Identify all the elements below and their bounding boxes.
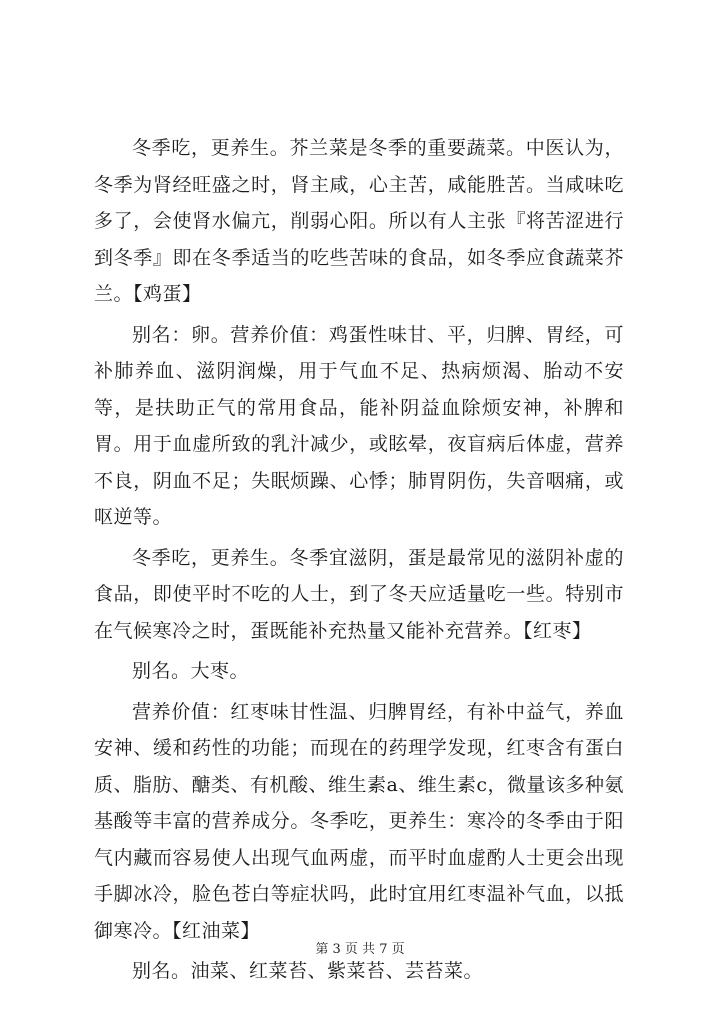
page-number-footer: 第 3 页 共 7 页 <box>315 942 405 957</box>
paragraph-red-rapeseed-alias: 别名。油菜、红菜苔、紫菜苔、芸苔菜。 <box>132 960 484 982</box>
document-body <box>94 130 624 994</box>
paragraph-jujube-alias: 别名。大枣。 <box>132 660 250 682</box>
paragraph-egg-winter: 冬季吃，更养生。冬季宜滋阴，蛋是最常见的滋阴补虚的食品，即使平时不吃的人士，到了冬天应适量吃一些。特别市在气候寒冷之时，蛋既能补充热量又能补充营养。【红枣】 <box>94 546 624 642</box>
paragraph-jielan-winter: 冬季吃，更养生。芥兰菜是冬季的重要蔬菜。中医认为，冬季为肾经旺盛之时，肾主咸，心主苦，咸能胜苦。当咸味吃多了，会使肾水偏亢，削弱心阳。所以有人主张『将苦涩进行到冬季』即在冬季适当的吃些苦味的食品，如冬季应食蔬菜芥兰。【鸡蛋】 <box>94 137 624 305</box>
paragraph-egg-nutrition: 别名：卵。营养价值：鸡蛋性味甘、平，归脾、胃经，可补肺养血、滋阴润燥，用于气血不足、热病烦渴、胎动不安等，是扶助正气的常用食品，能补阴益血除烦安神，补脾和胃。用于血虚所致的乳汁减少，或眩晕，夜盲病后体虚，营养不良，阴血不足；失眠烦躁、心悸；肺胃阴伤，失音咽痛，或呕逆等。 <box>94 323 624 528</box>
paragraph-jujube-nutrition: 营养价值：红枣味甘性温、归脾胃经，有补中益气，养血安神、缓和药性的功能；而现在的药理学发现，红枣含有蛋白质、脂肪、醣类、有机酸、维生素a、维生素c，微量该多种氨基酸等丰富的营养成分。冬季吃，更养生：寒冷的冬季由于阳气内藏而容易使人出现气血两虚，而平时血虚酌人士更会出现手脚冰冷，脸色苍白等症状吗，此时宜用红枣温补气血，以抵御寒冷。【红油菜】 <box>94 700 624 942</box>
